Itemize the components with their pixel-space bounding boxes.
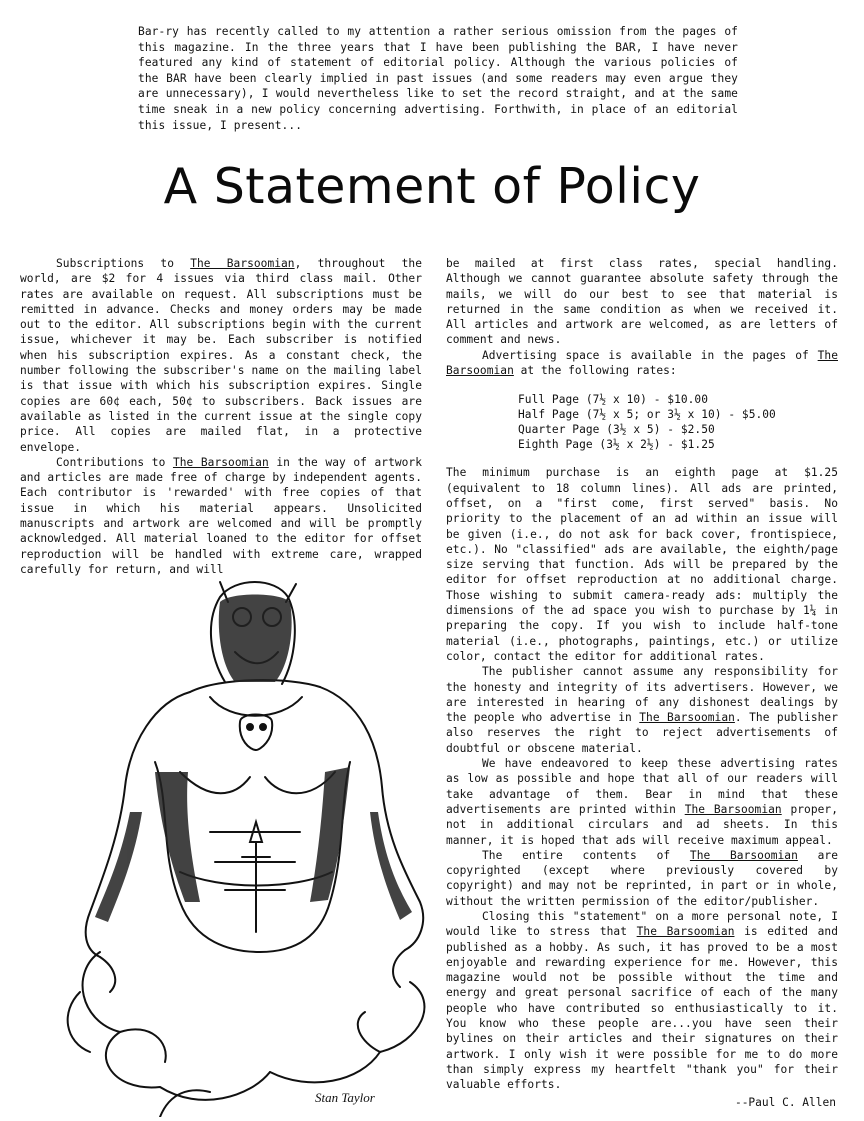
- intro-text: Bar-ry has recently called to my attention a rather serious omission from the pages of this magazine. In the three years that I have been publishing the BAR, I have never featured any kind of statement of editorial policy. Although the various policies of the BAR have been clearly implied in past issues (and some readers may even argue they are unnecessary), I would nevertheless like to set the record straight, and at the same time sneak in a new policy concerning advertising. Forthwith, in place of an editorial this issue, I present...: [138, 25, 738, 132]
- magazine-name: The Barsoomian: [636, 925, 735, 939]
- text-run: We have endeavored to keep these advertising rates as low as possible and hope that all of our readers will take advantage of them. Bear in mind that these advertisements are printed within: [446, 757, 838, 816]
- martian-illustration: [60, 572, 450, 1117]
- minimum-purchase-paragraph: The minimum purchase is an eighth page at $1.25 (equivalent to 18 column lines). All ads are printed, offset, on a "first come, first served" basis. No priority to the placement of an ad within an issue will be given (i.e., do not ask for back cover, frontispiece, etc.). No "classified" ads are available, the eighth/page size serving that function. Ads will be prepared by the editor for offset reproduction at no additional charge. Those wishing to submit camera-ready ads: multiply the dimensions of the ad space you wish to purchase by 1¼ in preparing the copy. If you wish to include half-tone material (i.e., photographs, paintings, etc.) or utilize color, contact the editor for additional rates.: [446, 466, 838, 663]
- text-run: is edited and published as a hobby. As such, it has proved to be a most enjoyable and rewarding experience for me. However, this magazine would not be possible without the time and energy and great personal sacrifice of each of the many people who have contributed so enthusiastically to it. You know who these people are...you have seen their bylines on their articles and their signatures on their artwork. I only wish it were possible for me to do more than simply express my heartfelt "thank you" for their valuable efforts.: [446, 925, 839, 1092]
- text-run: . The publisher also reserves the right to reject advertisements of doubtful or obscene material.: [446, 711, 838, 755]
- magazine-name: The Barsoomian: [190, 257, 295, 270]
- right-column: [446, 256, 838, 1093]
- magazine-name: The Barsoomian: [172, 455, 269, 469]
- rate-item: Eighth Page (3½ x 2½) - $1.25: [518, 438, 715, 452]
- advertising-paragraph: [446, 348, 838, 379]
- left-column: [20, 256, 422, 577]
- illustration-drawing: [60, 572, 450, 1117]
- text-run: Closing this "statement" on a more personal note, I would like to stress that: [446, 909, 838, 939]
- text-run: in the way of artwork and articles are made free of charge by independent agents. Each contributor is 'rewarded' with free copies of that issue in which his material appears. Unsolicited manuscripts and artwork are welcomed and will be promptly acknowledged. All material loaned to the editor for offset reproduction will be handled with extreme care, wrapped carefully for return, and will: [20, 455, 423, 576]
- rate-item: Full Page (7½ x 10) - $10.00: [518, 393, 708, 407]
- text-run: The entire contents of: [482, 848, 690, 862]
- artist-signature: Stan Taylor: [315, 1090, 375, 1105]
- closing-paragraph: [446, 909, 838, 1093]
- publisher-responsibility-paragraph: [446, 664, 838, 756]
- rates-list: [518, 392, 838, 452]
- magazine-name: The Barsoomian: [639, 711, 735, 725]
- mailing-paragraph: be mailed at first class rates, special handling. Although we cannot guarantee absolute safety through the mails, we will do our best to see that material is returned in the same condition as when we received it. All articles and artwork are welcomed, as are letters of comment and news.: [446, 257, 838, 347]
- text-run: The publisher cannot assume any responsibility for the honesty and integrity of its advertisers. However, we are interested in hearing of any dishonest dealings by the people who advertise in: [446, 665, 838, 725]
- text-run: Subscriptions to: [56, 257, 191, 270]
- intro-paragraph: [138, 24, 738, 133]
- text-run: proper, not in additional circulars and ad sheets. In this manner, it is hoped that ads will receive maximum appeal.: [446, 802, 838, 847]
- magazine-name: The Barsoomian: [684, 802, 782, 816]
- contributions-paragraph: [20, 455, 422, 577]
- page-title: A Statement of Policy: [163, 158, 701, 215]
- rate-item: Half Page (7½ x 5; or 3½ x 10) - $5.00: [518, 408, 776, 422]
- text-run: are copyrighted (except where previously covered by copyright) and may not be reprinted, in part or in whole, without the written permission of the editor/publisher.: [446, 848, 838, 908]
- text-run: Advertising space is available in the pages of: [482, 348, 818, 362]
- rate-item: Quarter Page (3½ x 5) - $2.50: [518, 423, 715, 437]
- magazine-name: The Barsoomian: [446, 348, 838, 378]
- magazine-name: The Barsoomian: [689, 848, 798, 862]
- copyright-paragraph: [446, 848, 838, 909]
- text-run: Contributions to: [56, 455, 173, 469]
- rates-low-paragraph: [446, 756, 838, 848]
- author-signature: --Paul C. Allen: [734, 1096, 836, 1109]
- text-run: , throughout the world, are $2 for 4 issues via third class mail. Other rates are available on request. All subscriptions must be remitted in advance. Checks and money orders may be made out to the editor. All subscriptions begin with the current issue, whichever it may be. Each subscriber is notified when his subscription expires. As a constant check, the number following the subscriber's name on the mailing label is that issue with which his subscription expires. Single copies are 60¢ each, 50¢ to subscribers. Back issues are available as listed in the current issue at the single copy price. All copies are mailed flat, in a protective envelope.: [20, 257, 423, 454]
- subscriptions-paragraph: [20, 256, 422, 455]
- text-run: at the following rates:: [513, 364, 677, 378]
